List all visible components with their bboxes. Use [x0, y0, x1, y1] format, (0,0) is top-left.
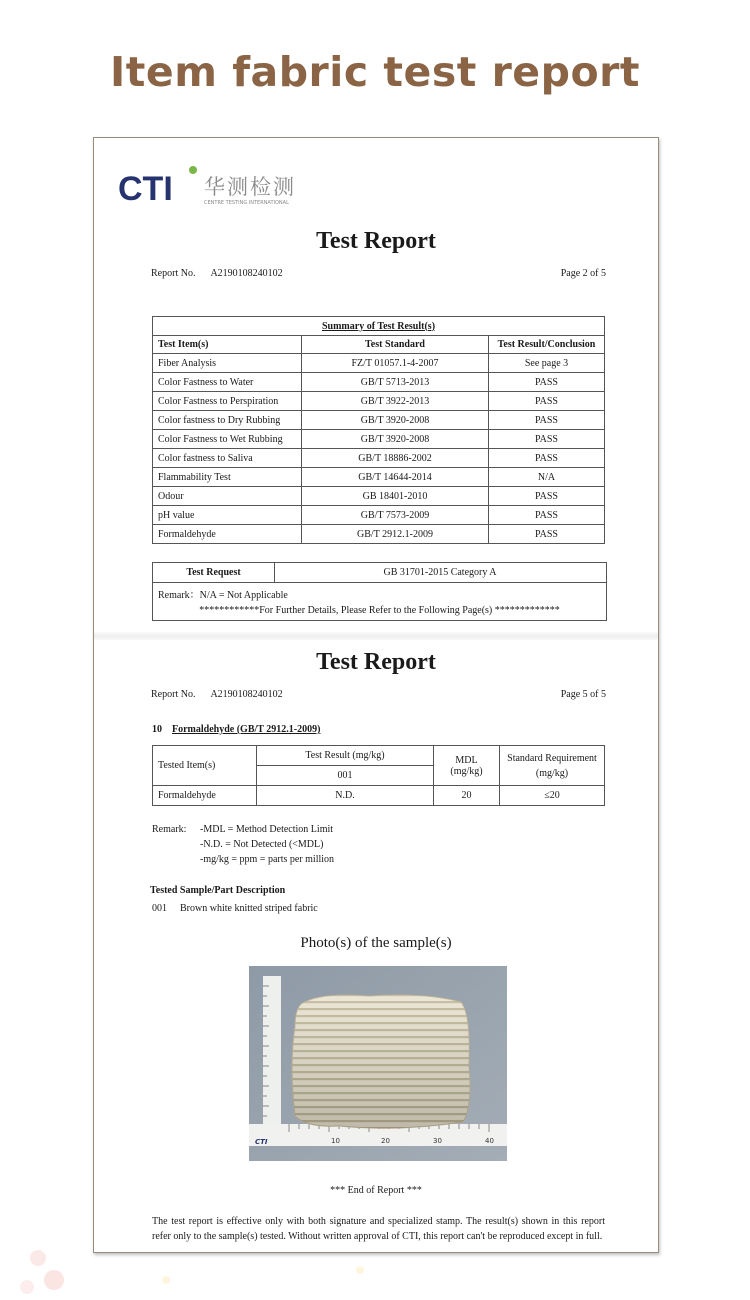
sample-description: 001 Brown white knitted striped fabric — [152, 903, 318, 914]
test-request-box — [152, 562, 607, 621]
col-tested-item: Tested Item(s) — [153, 746, 257, 786]
photos-heading: Photo(s) of the sample(s) — [300, 935, 452, 951]
cti-logo — [118, 162, 308, 208]
table-row: Color Fastness to Perspiration GB/T 3922-2013 PASS — [153, 392, 605, 411]
further-details-note: ************For Further Details, Please Refer to the Following Page(s) ************* — [199, 605, 560, 616]
test-request-label: Test Request — [153, 563, 275, 582]
decor-dot — [20, 1280, 34, 1294]
header-test-result: Test Result/Conclusion — [489, 336, 605, 354]
table-row: Fiber Analysis FZ/T 01057.1-4-2007 See page 3 — [153, 354, 605, 373]
test-report-document — [93, 137, 659, 1253]
section-heading: 10 Formaldehyde (GB/T 2912.1-2009) — [152, 724, 321, 735]
report-heading: Test Report — [316, 228, 436, 254]
ruler-brand: CTI — [255, 1138, 268, 1146]
decor-dot — [30, 1250, 46, 1266]
ruler-mark: 20 — [381, 1137, 390, 1145]
page-title: Item fabric test report — [110, 48, 640, 96]
summary-caption: Summary of Test Result(s) — [153, 317, 605, 336]
remark-line: -mg/kg = ppm = parts per million — [200, 854, 335, 865]
page-divider — [94, 632, 658, 640]
report-no: Report No. A2190108240102 — [151, 689, 283, 700]
table-row: Odour GB 18401-2010 PASS — [153, 487, 605, 506]
table-row: Color fastness to Saliva GB/T 18886-2002 PASS — [153, 449, 605, 468]
table-row: Formaldehyde N.D. 20 ≤20 — [153, 786, 605, 806]
svg-text:CTI: CTI — [118, 170, 173, 208]
sample-photo — [249, 966, 507, 1161]
svg-text:华测检测: 华测检测 — [204, 175, 296, 199]
decor-dot — [162, 1276, 170, 1284]
table-row: Formaldehyde GB/T 2912.1-2009 PASS — [153, 525, 605, 544]
remark-line: -N.D. = Not Detected (<MDL) — [200, 839, 324, 850]
table-row: pH value GB/T 7573-2009 PASS — [153, 506, 605, 525]
table-row: Color fastness to Dry Rubbing GB/T 3920-2008 PASS — [153, 411, 605, 430]
page-number: Page 5 of 5 — [560, 689, 606, 700]
sample-heading: Tested Sample/Part Description — [150, 885, 286, 896]
ruler-mark: 30 — [433, 1137, 442, 1145]
test-request-value: GB 31701-2015 Category A — [383, 567, 497, 578]
report-disclaimer: The test report is effective only with both signature and specialized stamp. The result(s) shown in this report refer only to the sample(s) tested. Without written approval of CTI, this report can't be reproduced except in full. — [152, 1216, 605, 1242]
remark-line: -MDL = Method Detection Limit — [200, 824, 334, 835]
report-heading: Test Report — [316, 649, 436, 675]
ruler-mark: 10 — [331, 1137, 340, 1145]
decor-dot — [44, 1270, 64, 1290]
col-mdl: MDL (mg/kg) — [434, 746, 500, 786]
report-no: Report No. A2190108240102 — [151, 268, 283, 279]
svg-text:CENTRE TESTING INTERNATIONAL: CENTRE TESTING INTERNATIONAL — [204, 200, 289, 206]
col-test-result: Test Result (mg/kg) — [257, 746, 434, 766]
end-of-report: *** End of Report *** — [330, 1185, 422, 1196]
table-row: Flammability Test GB/T 14644-2014 N/A — [153, 468, 605, 487]
header-test-standard: Test Standard — [302, 336, 489, 354]
summary-table — [152, 316, 605, 544]
ruler-mark: 40 — [485, 1137, 494, 1145]
table-row: Color Fastness to Water GB/T 5713-2013 PASS — [153, 373, 605, 392]
col-sample-001: 001 — [257, 766, 434, 786]
remark-na: Remark：N/A = Not Applicable — [158, 590, 288, 601]
page-number: Page 2 of 5 — [560, 268, 606, 279]
decor-dot — [356, 1266, 364, 1274]
remark-label: Remark: — [152, 824, 187, 835]
formaldehyde-table — [152, 745, 605, 806]
header-test-item: Test Item(s) — [153, 336, 302, 354]
table-row: Color Fastness to Wet Rubbing GB/T 3920-2008 PASS — [153, 430, 605, 449]
col-standard-requirement: Standard Requirement (mg/kg) — [500, 746, 605, 786]
